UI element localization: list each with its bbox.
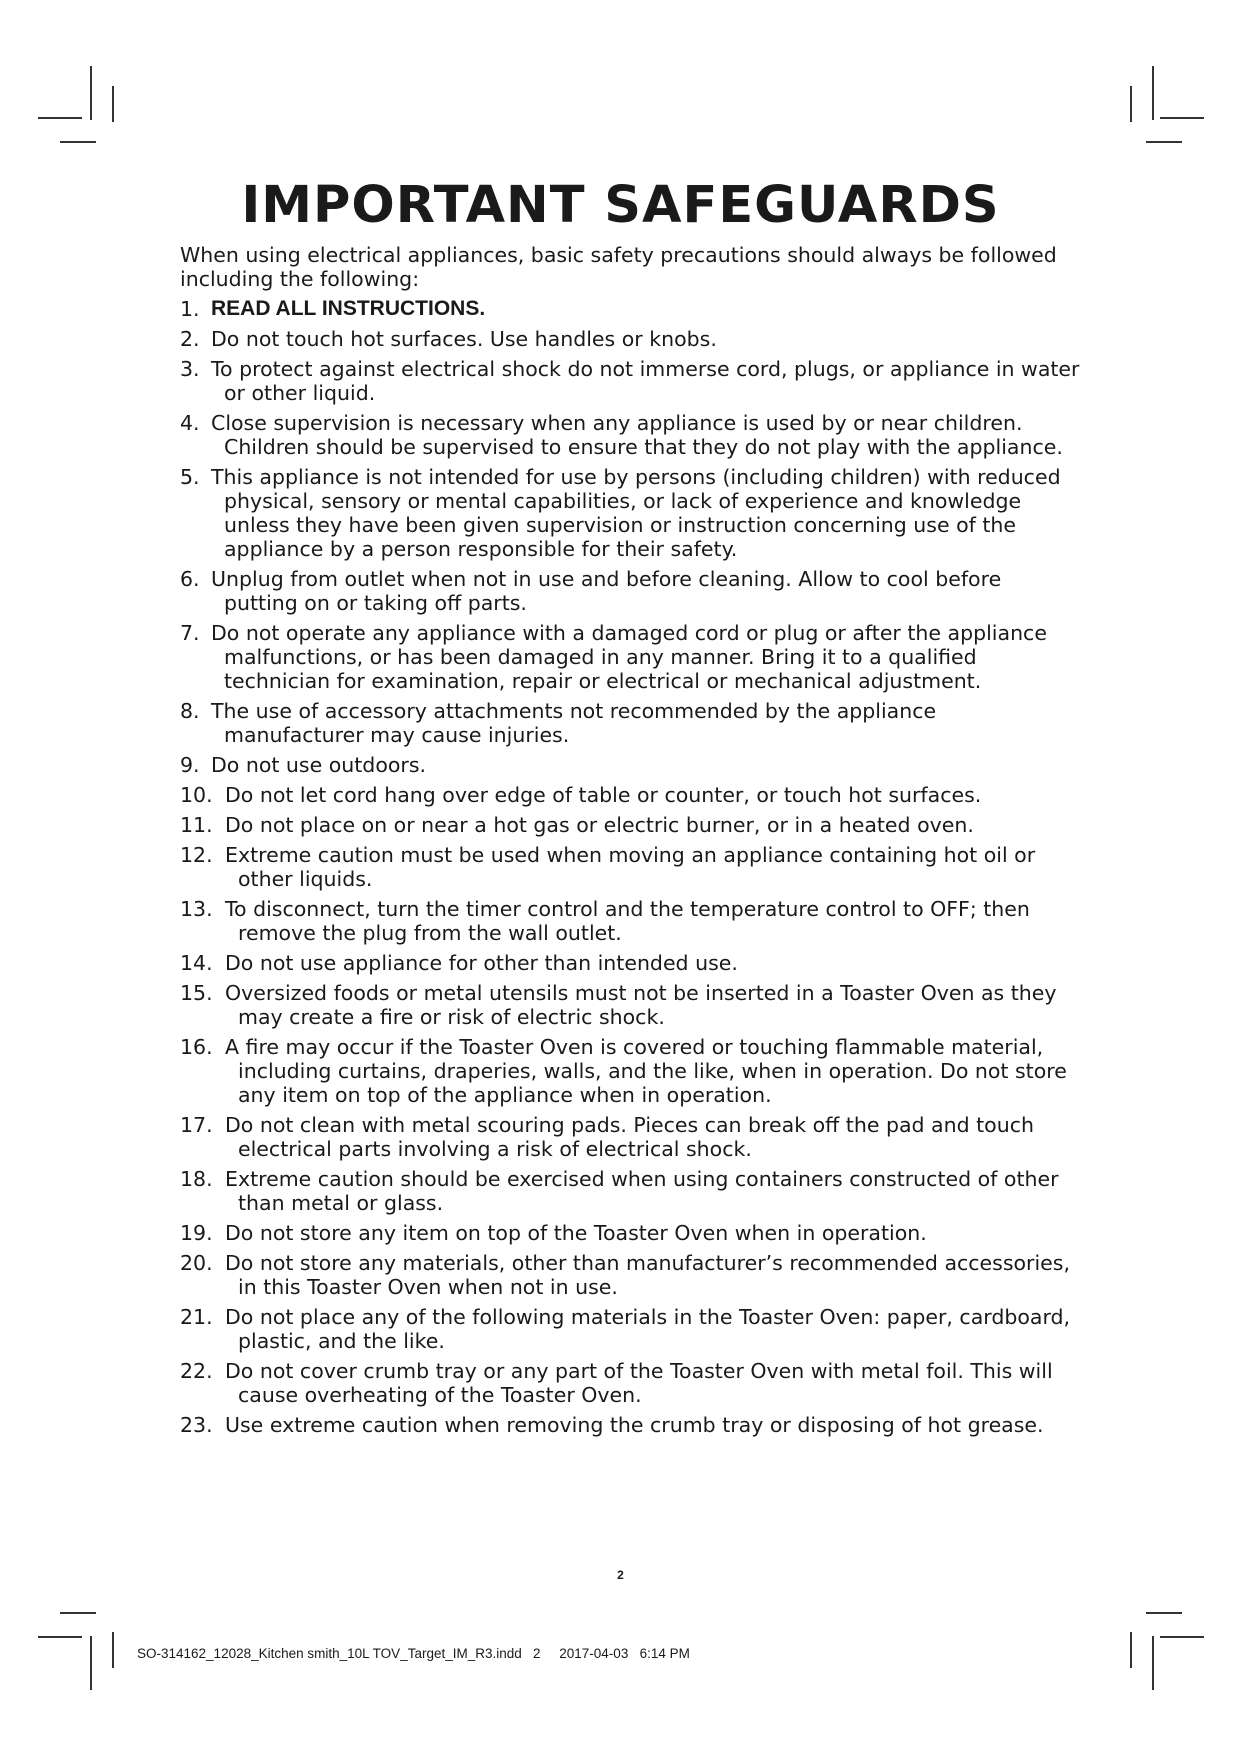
crop-mark-top-right-h1 [1160, 117, 1204, 119]
item-text: To protect against electrical shock do not immerse cord, plugs, or appliance in water or other liquid. [211, 357, 1080, 405]
list-item [180, 567, 1080, 615]
item-number: 8. [180, 699, 200, 723]
list-item [180, 357, 1080, 405]
item-number: 11. [180, 813, 213, 837]
list-item [180, 1035, 1080, 1107]
item-text: Oversized foods or metal utensils must not be inserted in a Toaster Oven as they may create a fire or risk of electric shock. [225, 981, 1057, 1029]
list-item [180, 813, 1080, 837]
crop-mark-top-left-v1 [90, 66, 92, 120]
list-item [180, 297, 1080, 321]
item-text: READ ALL INSTRUCTIONS. [211, 297, 486, 320]
crop-mark-bottom-right-v2 [1152, 1636, 1154, 1690]
item-number: 1. [180, 297, 200, 321]
item-number: 18. [180, 1167, 213, 1191]
item-text: Do not clean with metal scouring pads. Pieces can break off the pad and touch electrical parts involving a risk of electrical shock. [225, 1113, 1034, 1161]
item-number: 19. [180, 1221, 213, 1245]
list-item [180, 621, 1080, 693]
list-item [180, 1305, 1080, 1353]
crop-mark-top-right-v2 [1130, 86, 1132, 122]
item-text: Extreme caution must be used when moving an appliance containing hot oil or other liquids. [225, 843, 1036, 891]
item-text: The use of accessory attachments not recommended by the appliance manufacturer may cause injuries. [211, 699, 937, 747]
item-text: To disconnect, turn the timer control and the temperature control to OFF; then remove the plug from the wall outlet. [225, 897, 1030, 945]
list-item [180, 1413, 1080, 1437]
safeguards-content [180, 243, 1080, 1443]
list-item [180, 699, 1080, 747]
item-number: 4. [180, 411, 200, 435]
item-text: Unplug from outlet when not in use and before cleaning. Allow to cool before putting on or taking off parts. [211, 567, 1002, 615]
item-number: 23. [180, 1413, 213, 1437]
list-item [180, 753, 1080, 777]
item-text: Do not use appliance for other than intended use. [225, 951, 738, 975]
list-item [180, 465, 1080, 561]
list-item [180, 411, 1080, 459]
crop-mark-top-left-v2 [112, 86, 114, 122]
item-number: 13. [180, 897, 213, 921]
item-number: 22. [180, 1359, 213, 1383]
list-item [180, 1167, 1080, 1215]
item-text: Do not operate any appliance with a damaged cord or plug or after the appliance malfunctions, or has been damaged in any manner. Bring it to a qualified technician for examination, repair or electrical or mechanical adjustment. [211, 621, 1047, 693]
list-item [180, 951, 1080, 975]
intro-paragraph: When using electrical appliances, basic safety precautions should always be followed including the following: [180, 243, 1057, 291]
list-item [180, 981, 1080, 1029]
item-number: 12. [180, 843, 213, 867]
item-text: This appliance is not intended for use by persons (including children) with reduced physical, sensory or mental capabilities, or lack of experience and knowledge unless they have been given supervision or instruction concerning use of the appliance by a person responsible for their safety. [211, 465, 1061, 561]
crop-mark-bottom-left-h2 [38, 1636, 82, 1638]
list-item [180, 843, 1080, 891]
item-text: Do not store any item on top of the Toaster Oven when in operation. [225, 1221, 927, 1245]
list-item [180, 1113, 1080, 1161]
list-item [180, 1251, 1080, 1299]
list-item [180, 327, 1080, 351]
item-text: Do not place any of the following materials in the Toaster Oven: paper, cardboard, plastic, and the like. [225, 1305, 1071, 1353]
item-number: 20. [180, 1251, 213, 1275]
item-number: 10. [180, 783, 213, 807]
crop-mark-bottom-left-v2 [90, 1636, 92, 1690]
item-number: 16. [180, 1035, 213, 1059]
item-text: A fire may occur if the Toaster Oven is covered or touching flammable material, including curtains, draperies, walls, and the like, when in operation. Do not store any item on top of the appliance when in operation. [225, 1035, 1067, 1107]
item-number: 17. [180, 1113, 213, 1137]
item-text: Do not cover crumb tray or any part of the Toaster Oven with metal foil. This will cause overheating of the Toaster Oven. [225, 1359, 1053, 1407]
item-number: 14. [180, 951, 213, 975]
item-text: Do not let cord hang over edge of table or counter, or touch hot surfaces. [225, 783, 982, 807]
crop-mark-bottom-right-v1 [1130, 1632, 1132, 1668]
item-text: Extreme caution should be exercised when using containers constructed of other than metal or glass. [225, 1167, 1059, 1215]
page-title: IMPORTANT SAFEGUARDS [241, 176, 1000, 235]
item-number: 15. [180, 981, 213, 1005]
crop-mark-bottom-left-h1 [60, 1612, 96, 1614]
list-item [180, 1359, 1080, 1407]
item-number: 7. [180, 621, 200, 645]
crop-mark-top-right-h2 [1146, 141, 1182, 143]
safeguards-list [180, 297, 1080, 1437]
crop-mark-top-right-v1 [1152, 66, 1154, 120]
list-item [180, 783, 1080, 807]
item-text: Use extreme caution when removing the crumb tray or disposing of hot grease. [225, 1413, 1044, 1437]
item-text: Do not place on or near a hot gas or electric burner, or in a heated oven. [225, 813, 974, 837]
item-text: Close supervision is necessary when any appliance is used by or near children. Children should be supervised to ensure that they do not play with the appliance. [211, 411, 1063, 459]
page-number: 2 [617, 1568, 624, 1582]
item-number: 21. [180, 1305, 213, 1329]
item-text: Do not touch hot surfaces. Use handles or knobs. [211, 327, 717, 351]
list-item [180, 897, 1080, 945]
list-item [180, 1221, 1080, 1245]
item-text: Do not store any materials, other than manufacturer’s recommended accessories, in this Toaster Oven when not in use. [225, 1251, 1070, 1299]
crop-mark-top-left-h1 [38, 117, 82, 119]
crop-mark-bottom-right-h1 [1146, 1612, 1182, 1614]
item-number: 6. [180, 567, 200, 591]
item-number: 9. [180, 753, 200, 777]
crop-mark-bottom-left-v1 [112, 1632, 114, 1668]
item-number: 3. [180, 357, 200, 381]
crop-mark-bottom-right-h2 [1160, 1636, 1204, 1638]
print-slug: SO-314162_12028_Kitchen smith_10L TOV_Target_IM_R3.indd 2 2017-04-03 6:14 PM [137, 1646, 690, 1661]
item-text: Do not use outdoors. [211, 753, 427, 777]
item-number: 5. [180, 465, 200, 489]
item-number: 2. [180, 327, 200, 351]
crop-mark-top-left-h2 [60, 141, 96, 143]
